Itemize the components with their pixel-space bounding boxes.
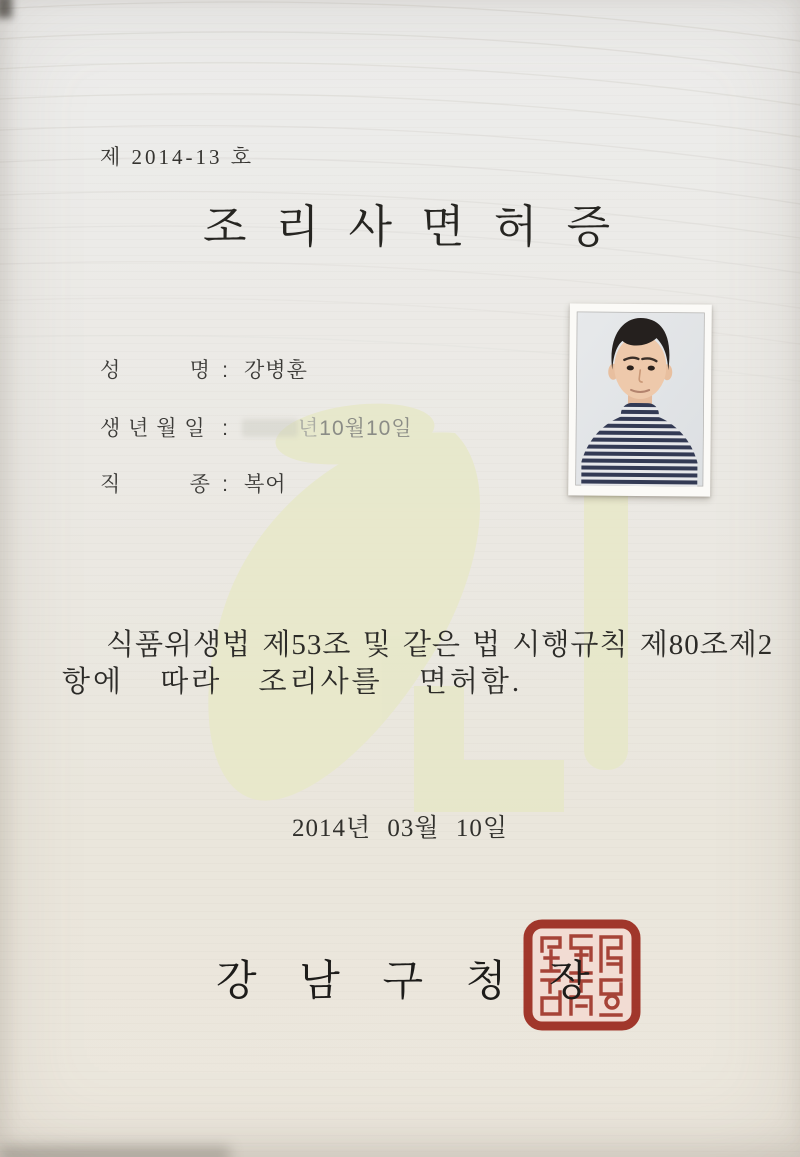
bottom-edge-shadow	[0, 1147, 230, 1157]
job-value: 복어	[244, 473, 287, 496]
gangnam-watermark	[208, 395, 628, 812]
collar	[621, 403, 659, 427]
name-colon: :	[222, 359, 228, 382]
birth-year-redaction	[242, 419, 298, 437]
field-row-name	[100, 354, 308, 384]
body-text-line2: 항에 따라 조리사를 면허함.	[62, 666, 523, 698]
birth-colon: :	[222, 417, 228, 440]
birth-label: 생 년 월 일	[100, 417, 206, 440]
job-label: 직 종	[100, 473, 211, 496]
id-photo-frame	[568, 303, 712, 496]
certificate-title: 조 리 사 면 허 증	[203, 202, 616, 252]
field-row-job	[100, 468, 287, 498]
issue-date: 2014년 03월 10일	[292, 815, 508, 842]
birth-value: 10월10일	[319, 417, 413, 440]
name-label: 성 명	[100, 359, 211, 382]
field-row-birthdate	[100, 412, 413, 442]
body-text-line1: 식품위생법 제53조 및 같은 법 시행규칙 제80조제2	[106, 629, 774, 661]
job-colon: :	[222, 473, 228, 496]
name-value: 강병훈	[244, 359, 308, 382]
corner-shadow	[0, 0, 12, 18]
doc-number: 제 2014-13 호	[100, 145, 255, 169]
id-photo	[575, 311, 705, 486]
issuer-name: 강 남 구 청 장	[216, 957, 600, 1004]
birth-value-faint: 년	[298, 417, 320, 440]
